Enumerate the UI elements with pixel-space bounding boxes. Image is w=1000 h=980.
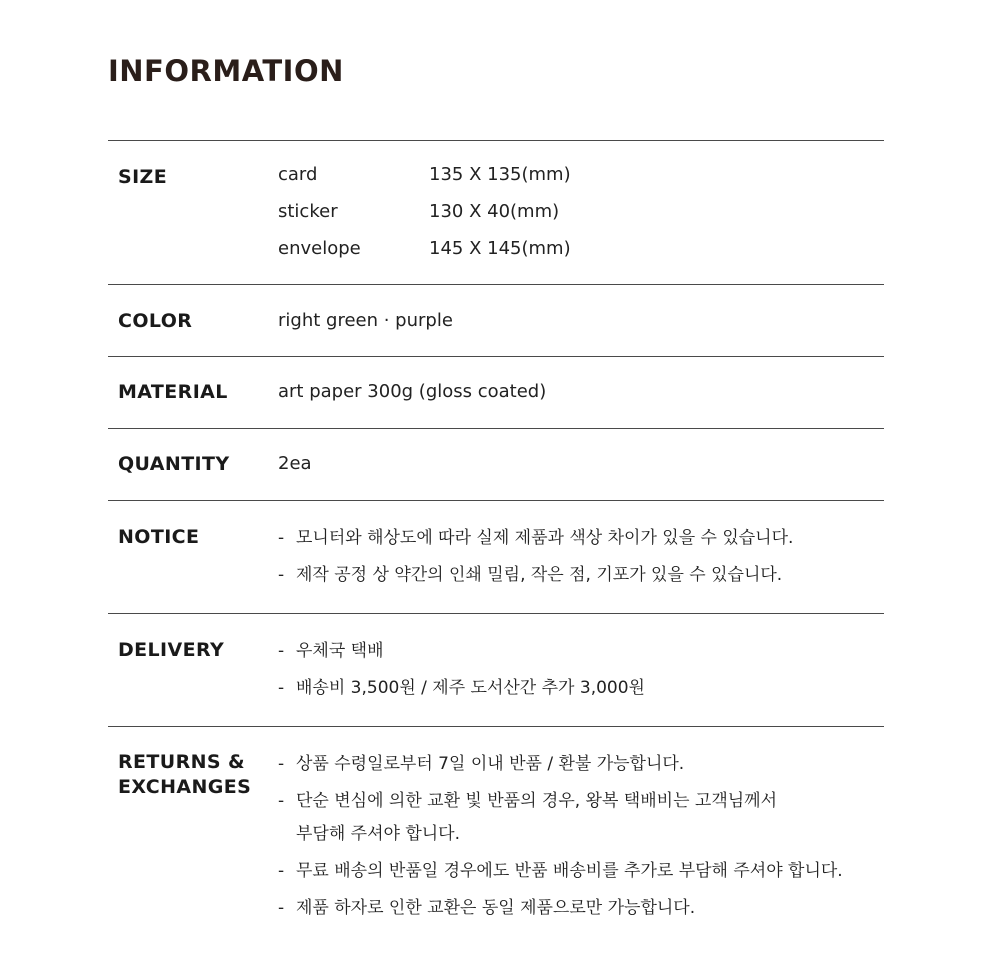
spec-value: 130 X 40(mm) [429,201,560,222]
list-item [278,676,645,700]
bullet-dash: - [278,898,285,918]
spec-name: card [278,164,318,185]
quantity-row [108,429,884,500]
list-item-text: 제작 공정 상 약간의 인쇄 밀림, 작은 점, 기포가 있을 수 있습니다. [296,565,783,585]
material-value: art paper 300g (gloss coated) [278,381,547,402]
returns-label-line2: EXCHANGES [118,776,252,798]
spec-name: sticker [278,201,338,222]
list-item [278,563,782,587]
list-item-text: 상품 수령일로부터 7일 이내 반품 / 환불 가능합니다. [296,754,685,774]
size-row [108,141,884,284]
bullet-dash: - [278,791,285,811]
spec-value: 145 X 145(mm) [429,238,571,259]
list-item-text: 우체국 택배 [296,641,384,661]
list-item-text: 제품 하자로 인한 교환은 동일 제품으로만 가능합니다. [296,898,696,918]
notice-label: NOTICE [118,526,200,548]
color-row [108,285,884,356]
information-table [108,140,884,937]
bullet-dash: - [278,528,285,548]
material-label: MATERIAL [118,381,228,403]
page-title: INFORMATION [108,54,344,88]
bullet-dash: - [278,565,285,585]
color-label: COLOR [118,310,193,332]
notice-row [108,501,884,613]
bullet-dash: - [278,641,285,661]
returns-row [108,727,884,937]
list-item [278,859,843,883]
list-item-text: 무료 배송의 반품일 경우에도 반품 배송비를 추가로 부담해 주셔야 합니다. [296,861,843,881]
list-item-text: 단순 변심에 의한 교환 빛 반품의 경우, 왕복 택배비는 고객님께서 [296,791,778,811]
list-item [278,789,777,813]
bullet-dash: - [278,861,285,881]
list-item-text: 배송비 3,500원 / 제주 도서산간 추가 3,000원 [296,678,645,698]
list-item [278,896,695,920]
list-item-text: 모니터와 해상도에 따라 실제 제품과 색상 차이가 있을 수 있습니다. [296,528,794,548]
returns-label [118,750,251,800]
bullet-dash: - [278,754,285,774]
color-value: right green · purple [278,310,453,331]
list-item [278,639,384,663]
delivery-row [108,614,884,726]
size-label: SIZE [118,166,168,188]
returns-label-line1: RETURNS & [118,751,245,773]
delivery-label: DELIVERY [118,639,225,661]
quantity-label: QUANTITY [118,453,230,475]
list-item [278,752,684,776]
bullet-dash: - [278,678,285,698]
material-row [108,357,884,428]
spec-value: 135 X 135(mm) [429,164,571,185]
list-item-continuation: 부담해 주셔야 합니다. [296,824,461,844]
quantity-value: 2ea [278,453,312,474]
spec-name: envelope [278,238,361,259]
list-item [278,526,793,550]
